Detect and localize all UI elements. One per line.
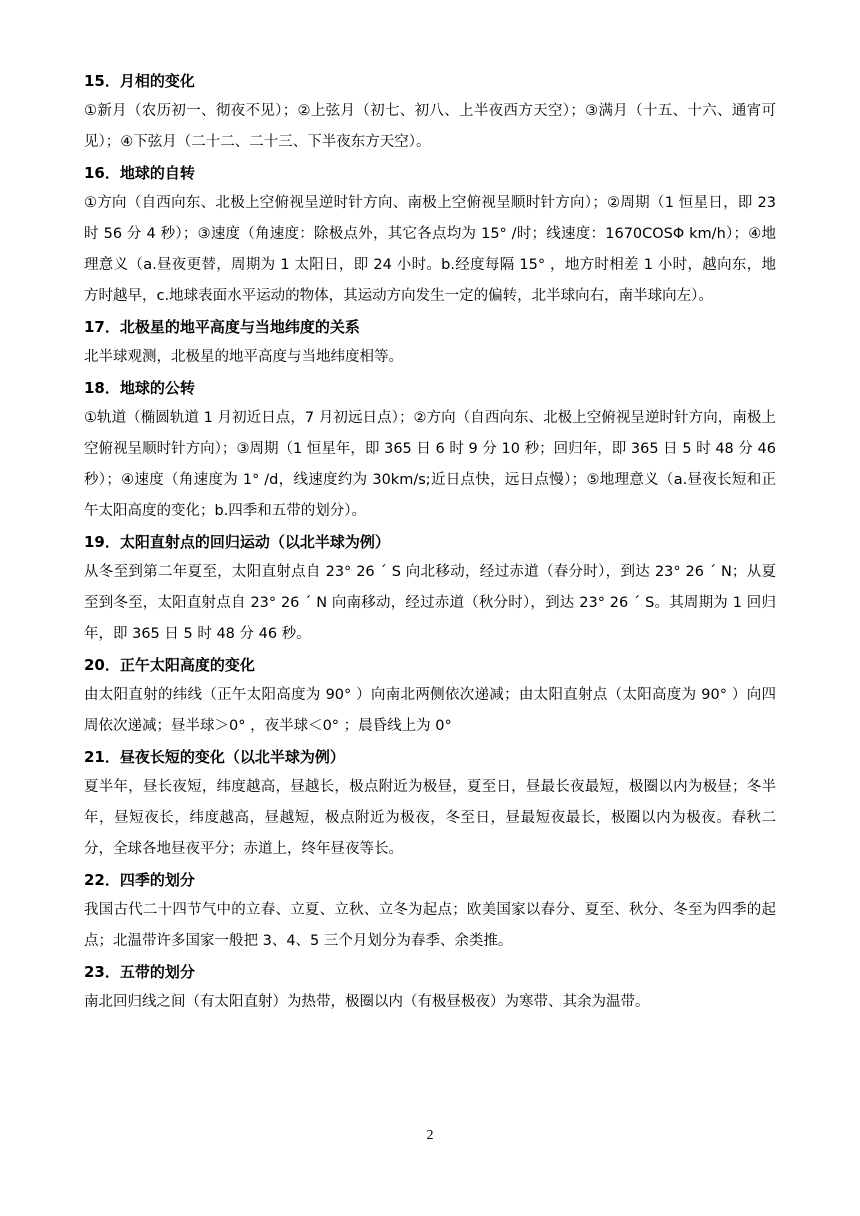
section-heading: 18．地球的公转	[84, 379, 195, 397]
section-20	[84, 650, 776, 742]
section-body: ①新月（农历初一、彻夜不见）；②上弦月（初七、初八、上半夜西方天空）；③满月（十五、十六、通宵可见）；④下弦月（二十二、二十三、下半夜东方天空）。	[84, 103, 776, 150]
section-heading: 20．正午太阳高度的变化	[84, 656, 255, 674]
section-19	[84, 527, 776, 650]
section-body: 夏半年，昼长夜短，纬度越高，昼越长，极点附近为极昼，夏至日，昼最长夜最短，极圈以内为极昼；冬半年，昼短夜长，纬度越高，昼越短，极点附近为极夜，冬至日，昼最短夜最长，极圈以内为极夜。春秋二分，全球各地昼夜平分；赤道上，终年昼夜等长。	[84, 779, 776, 857]
page-number: 2	[426, 1128, 434, 1143]
section-heading: 16．地球的自转	[84, 164, 195, 182]
section-heading: 23．五带的划分	[84, 963, 195, 981]
section-16	[84, 158, 776, 312]
document-content	[84, 66, 776, 1018]
section-heading: 19．太阳直射点的回归运动（以北半球为例）	[84, 533, 390, 551]
section-body: ①方向（自西向东、北极上空俯视呈逆时针方向、南极上空俯视呈顺时针方向）；②周期（1 恒星日，即 23 时 56 分 4 秒）；③速度（角速度：除极点外，其它各点均为 15° /时；线速度：1670COSΦ km/h）；④地理意义（a.昼夜更替，周期为 1 太阳日，即 24 小时。b.经度每隔 15° ，地方时相差 1 小时，越向东，地方时越早，c.地球表面水平运动的物体，其运动方向发生一定的偏转，北半球向右，南半球向左）。	[84, 195, 776, 304]
section-heading: 15．月相的变化	[84, 72, 195, 90]
section-heading: 17．北极星的地平高度与当地纬度的关系	[84, 318, 360, 336]
section-heading: 21．昼夜长短的变化（以北半球为例）	[84, 748, 345, 766]
section-heading: 22．四季的划分	[84, 871, 195, 889]
section-17	[84, 312, 776, 373]
section-22	[84, 865, 776, 957]
section-23	[84, 957, 776, 1018]
section-body: 从冬至到第二年夏至，太阳直射点自 23° 26 ´ S 向北移动，经过赤道（春分时），到达 23° 26 ´ N；从夏至到冬至，太阳直射点自 23° 26 ´ N 向南移动，经过赤道（秋分时），到达 23° 26 ´ S。其周期为 1 回归年，即 365 日 5 时 48 分 46 秒。	[84, 564, 776, 642]
section-21	[84, 742, 776, 865]
section-body: 南北回归线之间（有太阳直射）为热带，极圈以内（有极昼极夜）为寒带、其余为温带。	[84, 994, 650, 1010]
section-body: 北半球观测，北极星的地平高度与当地纬度相等。	[84, 349, 403, 365]
section-body: 由太阳直射的纬线（正午太阳高度为 90° ）向南北两侧依次递减；由太阳直射点（太阳高度为 90° ）向四周依次递减；昼半球＞0° ，夜半球＜0° ；晨昏线上为 0°	[84, 687, 776, 734]
section-body: ①轨道（椭圆轨道 1 月初近日点，7 月初远日点）；②方向（自西向东、北极上空俯视呈逆时针方向，南极上空俯视呈顺时针方向）；③周期（1 恒星年，即 365 日 6 时 9 分 10 秒；回归年，即 365 日 5 时 48 分 46 秒）；④速度（角速度为 1° /d，线速度约为 30km/s;近日点快，远日点慢）；⑤地理意义（a.昼夜长短和正午太阳高度的变化；b.四季和五带的划分）。	[84, 410, 776, 519]
section-18	[84, 373, 776, 527]
section-body: 我国古代二十四节气中的立春、立夏、立秋、立冬为起点；欧美国家以春分、夏至、秋分、冬至为四季的起点；北温带许多国家一般把 3、4、5 三个月划分为春季、余类推。	[84, 902, 776, 949]
section-15	[84, 66, 776, 158]
